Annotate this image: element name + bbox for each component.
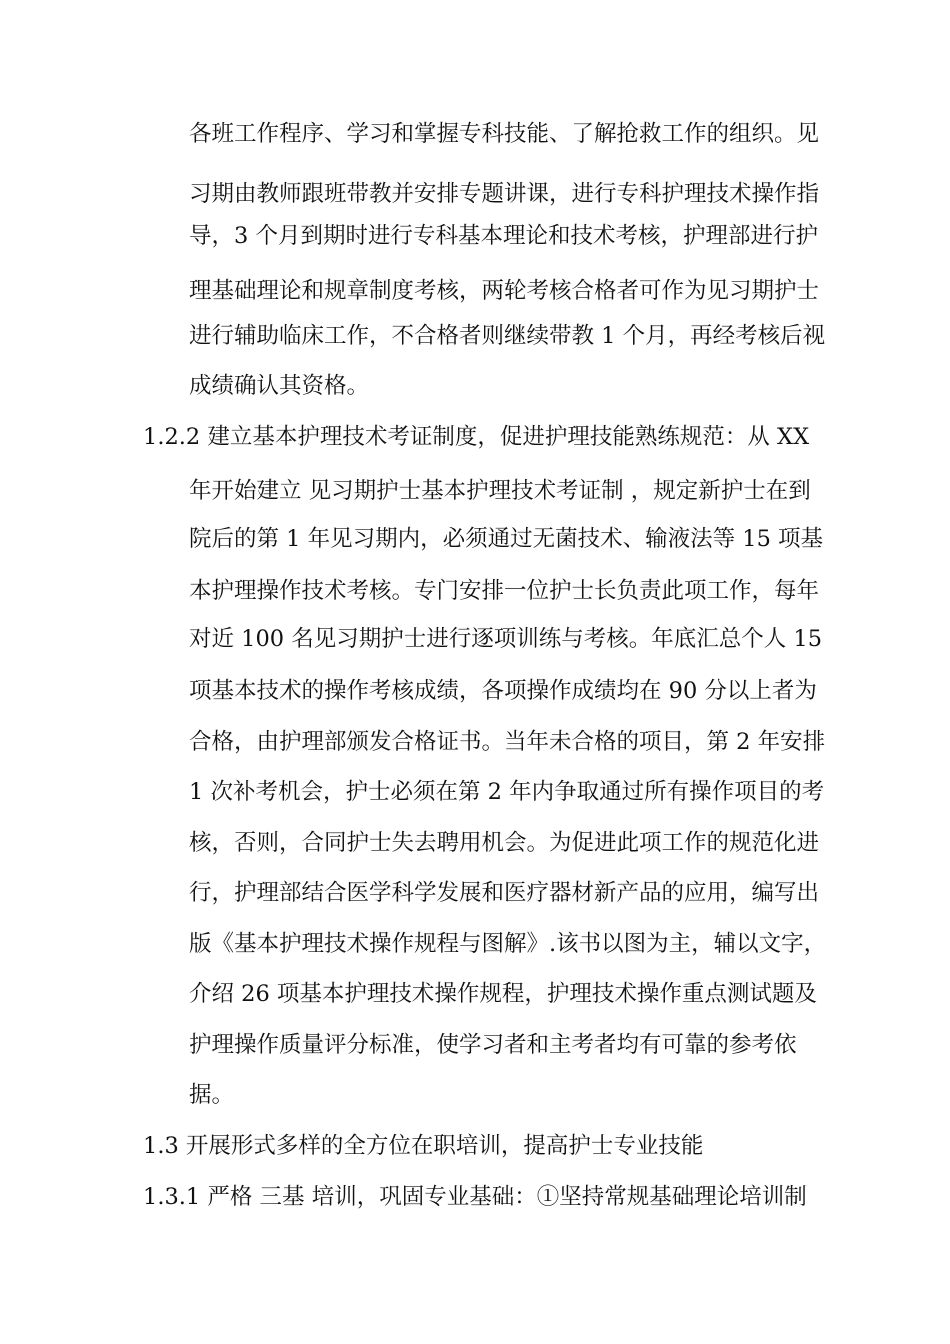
body-text-line: 年开始建立 见习期护士基本护理技术考证制 ，规定新护士在到 (189, 478, 811, 504)
body-text-line: 核，否则，合同护士失去聘用机会。为促进此项工作的规范化进 (189, 830, 820, 856)
body-text-line: 合格，由护理部颁发合格证书。当年未合格的项目，第 2 年安排 (189, 729, 826, 755)
body-text-line: 导，3 个月到期时进行专科基本理论和技术考核，护理部进行护 (189, 223, 818, 249)
section-heading-1-3: 1.3 开展形式多样的全方位在职培训，提高护士专业技能 (143, 1133, 704, 1159)
section-heading-1-2-2: 1.2.2 建立基本护理技术考证制度，促进护理技能熟练规范：从 XX (143, 424, 810, 450)
body-text-line: 据。 (189, 1082, 235, 1108)
body-text-line: 各班工作程序、学习和掌握专科技能、了解抢救工作的组织。见 (189, 121, 820, 147)
body-text-line: 成绩确认其资格。 (189, 373, 370, 399)
body-text-line: 介绍 26 项基本护理技术操作规程，护理技术操作重点测试题及 (189, 981, 817, 1007)
body-text-line: 版《基本护理技术操作规程与图解》.该书以图为主，辅以文字， (189, 931, 827, 957)
body-text-line: 对近 100 名见习期护士进行逐项训练与考核。年底汇总个人 15 (189, 626, 823, 652)
section-heading-1-3-1: 1.3.1 严格 三基 培训，巩固专业基础：①坚持常规基础理论培训制 (143, 1184, 807, 1210)
body-text-line: 1 次补考机会，护士必须在第 2 年内争取通过所有操作项目的考 (189, 779, 825, 805)
body-text-line: 理基础理论和规章制度考核，两轮考核合格者可作为见习期护士 (189, 278, 820, 304)
body-text-line: 习期由教师跟班带教并安排专题讲课，进行专科护理技术操作指 (189, 181, 820, 207)
body-text-line: 进行辅助临床工作，不合格者则继续带教 1 个月，再经考核后视 (189, 323, 826, 349)
body-text-line: 行，护理部结合医学科学发展和医疗器材新产品的应用，编写出 (189, 880, 820, 906)
body-text-line: 院后的第 1 年见习期内，必须通过无菌技术、输液法等 15 项基 (189, 526, 824, 552)
body-text-line: 本护理操作技术考核。专门安排一位护士长负责此项工作，每年 (189, 578, 820, 604)
body-text-line: 项基本技术的操作考核成绩，各项操作成绩均在 90 分以上者为 (189, 678, 817, 704)
body-text-line: 护理操作质量评分标准，使学习者和主考者均有可靠的参考依 (189, 1032, 797, 1058)
